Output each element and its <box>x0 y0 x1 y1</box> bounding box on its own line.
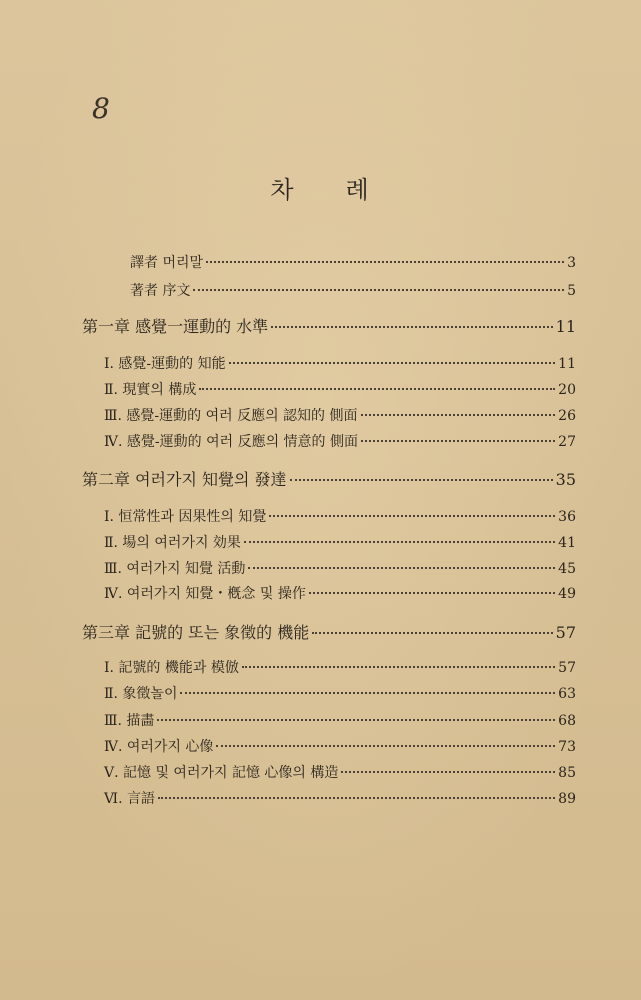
toc-section <box>104 353 576 373</box>
section-label: Ⅵ. 言語 <box>104 791 155 807</box>
toc-entry-front-1 <box>130 252 576 272</box>
toc-chapter-2 <box>82 467 576 490</box>
dot-leader <box>216 745 555 747</box>
section-label: Ⅰ. 恒常性과 因果性의 知覺 <box>104 509 267 525</box>
section-page: 49 <box>558 586 576 602</box>
dot-leader <box>290 479 553 481</box>
section-page: 89 <box>558 791 576 807</box>
toc-section <box>104 788 576 808</box>
dot-leader <box>269 515 555 517</box>
toc-section <box>104 762 576 782</box>
section-label: Ⅰ. 記號的 機能과 模倣 <box>104 660 239 676</box>
page-number: 8 <box>92 92 110 125</box>
section-label: Ⅰ. 感覺-運動的 知能 <box>104 356 226 372</box>
dot-leader <box>361 440 555 442</box>
dot-leader <box>248 567 555 569</box>
toc-entry-front-2 <box>130 280 576 300</box>
section-label: Ⅲ. 여러가지 知覺 活動 <box>104 561 246 577</box>
chapter-page: 57 <box>555 623 576 642</box>
dot-leader <box>199 388 555 390</box>
chapter-page: 11 <box>555 317 576 336</box>
dot-leader <box>309 592 555 594</box>
chapter-title: 第一章 感覺一運動的 水準 <box>82 317 269 336</box>
dot-leader <box>206 261 564 263</box>
section-label: Ⅲ. 描畵 <box>104 713 155 729</box>
section-page: 26 <box>558 408 576 424</box>
section-label: Ⅳ. 感覺-運動的 여러 反應의 情意的 側面 <box>104 434 358 450</box>
toc-entry-page: 5 <box>567 283 576 299</box>
toc-section <box>104 558 576 578</box>
dot-leader <box>312 632 552 634</box>
dot-leader <box>361 414 556 416</box>
section-label: Ⅲ. 感覺-運動的 여러 反應의 認知的 側面 <box>104 408 358 424</box>
section-label: Ⅴ. 記憶 및 여러가지 記憶 心像의 構造 <box>104 765 339 781</box>
section-page: 68 <box>558 713 576 729</box>
toc-section <box>104 431 576 451</box>
toc-title <box>0 170 641 205</box>
section-page: 36 <box>558 509 576 525</box>
dot-leader <box>271 326 552 328</box>
toc-entry-page: 3 <box>567 255 576 271</box>
section-page: 20 <box>558 382 576 398</box>
section-page: 63 <box>558 686 576 702</box>
dot-leader <box>180 692 555 694</box>
toc-section <box>104 532 576 552</box>
toc-entry-label: 譯者 머리말 <box>130 255 204 271</box>
toc-chapter-3 <box>82 620 576 643</box>
dot-leader <box>242 666 555 668</box>
toc-section <box>104 683 576 703</box>
chapter-title: 第二章 여러가지 知覺의 發達 <box>82 470 287 489</box>
dot-leader <box>193 289 564 291</box>
toc-section <box>104 736 576 756</box>
dot-leader <box>229 362 556 364</box>
toc-section <box>104 657 576 677</box>
section-label: Ⅱ. 象徵놀이 <box>104 686 178 702</box>
section-page: 85 <box>558 765 576 781</box>
toc-section <box>104 583 576 603</box>
dot-leader <box>244 541 555 543</box>
dot-leader <box>158 797 555 799</box>
section-label: Ⅱ. 場의 여러가지 効果 <box>104 535 241 551</box>
section-label: Ⅳ. 여러가지 心像 <box>104 739 214 755</box>
section-page: 11 <box>558 356 576 372</box>
toc-section <box>104 710 576 730</box>
toc-title-char-1: 차 <box>270 176 296 204</box>
toc-section <box>104 506 576 526</box>
dot-leader <box>157 719 555 721</box>
section-label: Ⅳ. 여러가지 知覺・槪念 및 操作 <box>104 586 306 602</box>
dot-leader <box>341 771 555 773</box>
toc-section <box>104 379 576 399</box>
section-page: 41 <box>558 535 576 551</box>
toc-title-char-2: 례 <box>345 176 371 204</box>
chapter-page: 35 <box>555 470 576 489</box>
toc-chapter-1 <box>82 314 576 337</box>
toc-section <box>104 405 576 425</box>
section-page: 57 <box>558 660 576 676</box>
section-page: 27 <box>558 434 576 450</box>
section-page: 45 <box>558 561 576 577</box>
chapter-title: 第三章 記號的 또는 象徵的 機能 <box>82 623 310 642</box>
section-page: 73 <box>558 739 576 755</box>
section-label: Ⅱ. 現實의 構成 <box>104 382 197 398</box>
toc-entry-label: 著者 序文 <box>130 283 191 299</box>
